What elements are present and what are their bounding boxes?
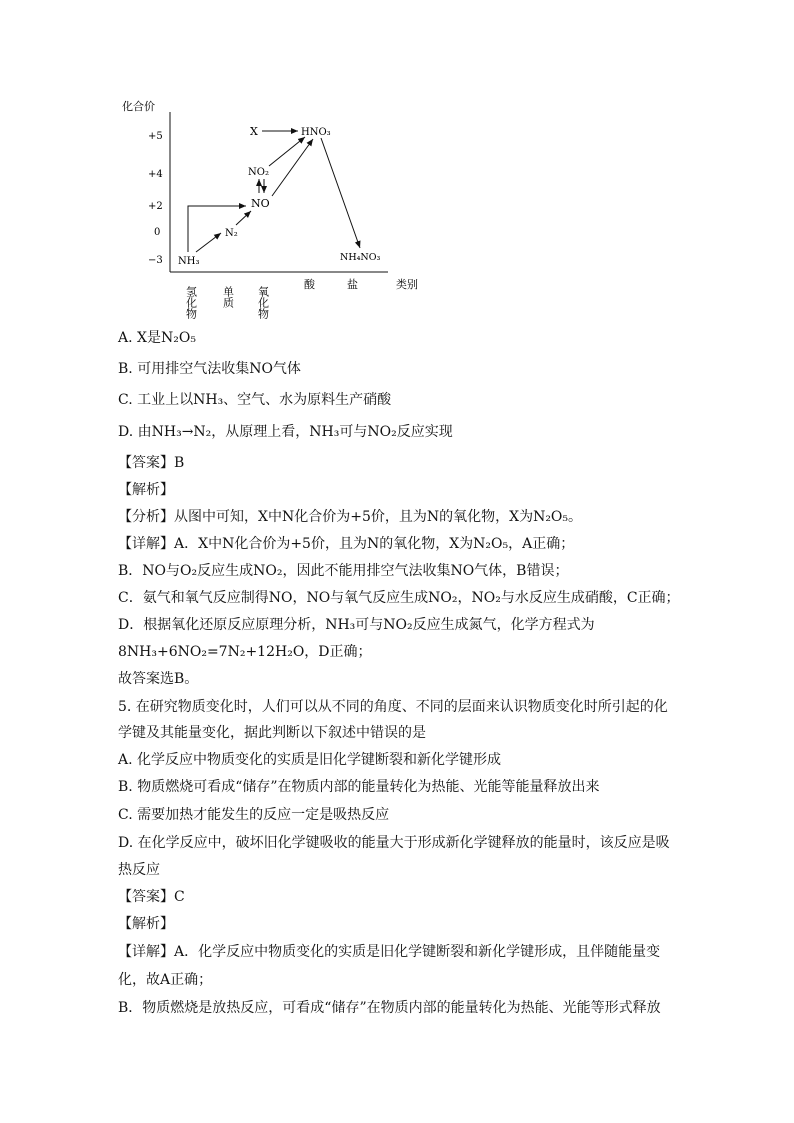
valence-category-diagram	[118, 92, 438, 322]
arrow-n2-no	[236, 211, 251, 225]
x-category: 盐	[347, 278, 358, 291]
node-n2: N₂	[225, 228, 238, 239]
node-nh3: NH₃	[178, 256, 200, 267]
y-tick: −3	[148, 255, 163, 266]
question-5-stem-cont: 学键及其能量变化，据此判断以下叙述中错误的是	[118, 725, 426, 741]
analysis-line: D．根据氧化还原反应原理分析，NH₃可与NO₂反应生成氮气，化学方程式为	[118, 617, 595, 633]
analysis-line: C．氨气和氧气反应制得NO，NO与氧气反应生成NO₂，NO₂与水反应生成硝酸，C正确；	[118, 590, 680, 606]
x-category: 单质	[221, 286, 235, 308]
analysis-line: 8NH₃+6NO₂=7N₂+12H₂O，D正确；	[118, 644, 372, 660]
x-category: 酸	[304, 278, 315, 291]
option-d: D. 由NH₃→N₂，从原理上看，NH₃可与NO₂反应实现	[118, 424, 453, 440]
arrow-nh3-n2	[196, 233, 221, 252]
analysis-line: 【详解】A．化学反应中物质变化的实质是旧化学键断裂和新化学键形成，且伴随能量变	[118, 944, 661, 960]
y-tick: +2	[148, 201, 163, 212]
y-tick: +5	[148, 131, 163, 142]
node-no: NO	[251, 197, 270, 210]
analysis-line: 【详解】A．X中N化合价为+5价，且为N的氧化物，X为N₂O₅，A正确；	[118, 536, 575, 552]
option-b: B. 可用排空气法收集NO气体	[118, 361, 301, 377]
q5-option-a: A. 化学反应中物质变化的实质是旧化学键断裂和新化学键形成	[118, 752, 502, 768]
node-nh4no3: NH₄NO₃	[340, 252, 381, 263]
y-tick: 0	[154, 227, 161, 238]
option-c: C. 工业上以NH₃、空气、水为原料生产硝酸	[118, 392, 392, 408]
node-no2: NO₂	[248, 167, 269, 178]
analysis-line: 故答案选B。	[118, 671, 199, 687]
y-tick: +4	[148, 169, 163, 180]
q5-option-d-cont: 热反应	[118, 862, 160, 878]
y-axis-label: 化合价	[122, 100, 155, 113]
analysis-heading: 【解析】	[118, 916, 174, 932]
answer-label: 【答案】B	[118, 455, 185, 471]
analysis-line: 【分析】从图中可知，X中N化合价为+5价，且为N的氧化物，X为N₂O₅。	[118, 509, 583, 525]
question-5-stem: 5. 在研究物质变化时，人们可以从不同的角度、不同的层面来认识物质变化时所引起的化	[118, 699, 668, 715]
node-hno3: HNO₃	[301, 127, 331, 138]
analysis-line: B．NO与O₂反应生成NO₂，因此不能用排空气法收集NO气体，B错误；	[118, 563, 569, 579]
arrow-hno3-nh4no3	[321, 138, 360, 248]
node-x: X	[250, 125, 258, 138]
q5-option-b: B. 物质燃烧可看成“储存”在物质内部的能量转化为热能、光能等能量释放出来	[118, 779, 600, 795]
x-category: 氧化物	[256, 286, 270, 319]
analysis-line: 化，故A正确；	[118, 972, 213, 988]
q5-option-d: D. 在化学反应中，破坏旧化学键吸收的能量大于形成新化学键释放的能量时，该反应是吸	[118, 835, 670, 851]
x-axis-label: 类别	[396, 278, 418, 291]
analysis-heading: 【解析】	[118, 482, 174, 498]
x-category: 氢化物	[184, 286, 198, 319]
arrow-no2-hno3	[269, 137, 305, 166]
option-a: A. X是N₂O₅	[118, 330, 196, 346]
analysis-line: B．物质燃烧是放热反应，可看成“储存”在物质内部的能量转化为热能、光能等形式释放	[118, 1000, 661, 1016]
q5-option-c: C. 需要加热才能发生的反应一定是吸热反应	[118, 807, 390, 823]
answer-label: 【答案】C	[118, 889, 185, 905]
